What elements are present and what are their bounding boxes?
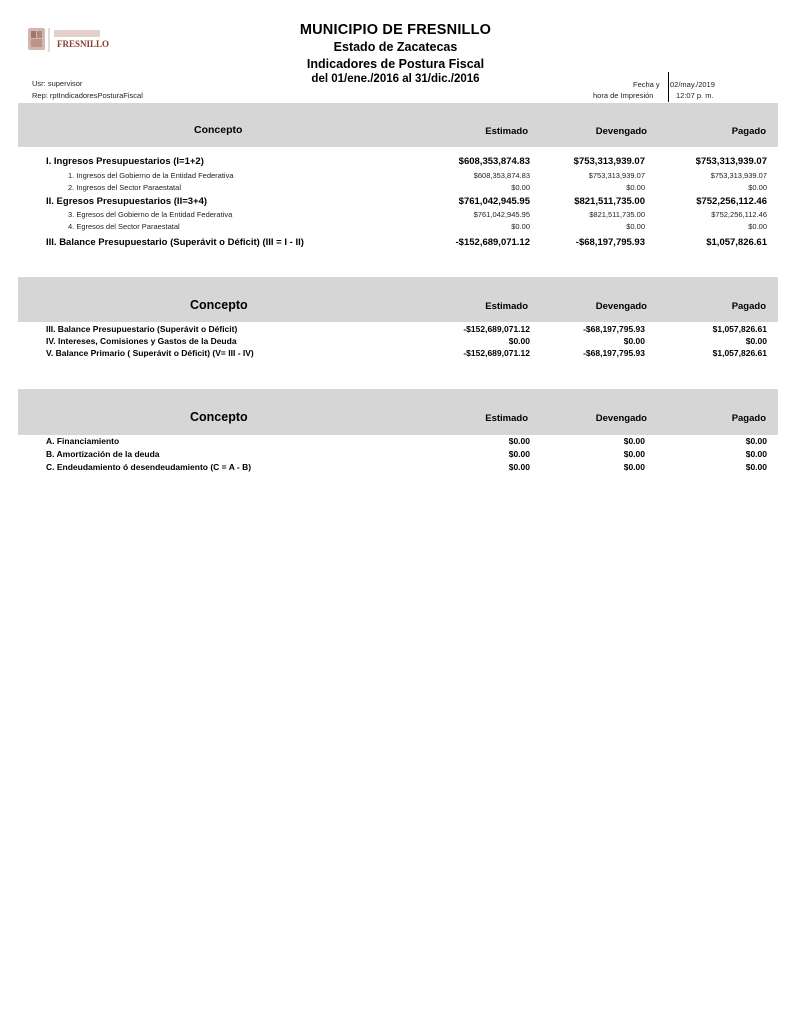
row-estimado: $608,353,874.83 xyxy=(458,156,530,167)
row-pagado: $0.00 xyxy=(745,336,767,346)
table-row xyxy=(0,336,791,348)
row-estimado: $0.00 xyxy=(508,336,530,346)
column-estimado: Estimado xyxy=(485,413,528,424)
row-pagado: $0.00 xyxy=(745,436,767,446)
time-label: hora de Impresión xyxy=(593,91,654,100)
table-row xyxy=(0,449,791,461)
table-row xyxy=(0,156,791,168)
row-estimado: $0.00 xyxy=(511,222,530,231)
meta-separator xyxy=(668,72,669,102)
report-title: MUNICIPIO DE FRESNILLO xyxy=(299,22,492,38)
report-period: del 01/ene./2016 al 31/dic./2016 xyxy=(311,73,480,85)
row-label: III. Balance Presupuestario (Superávit o Déficit) (III = I - II) xyxy=(46,237,304,248)
column-concepto: Concepto xyxy=(190,298,248,312)
row-label: B. Amortización de la deuda xyxy=(46,449,160,459)
row-estimado: $0.00 xyxy=(511,183,530,192)
column-pagado: Pagado xyxy=(731,413,766,424)
table-row xyxy=(0,237,791,249)
row-estimado: -$152,689,071.12 xyxy=(455,237,530,248)
row-estimado: $0.00 xyxy=(508,449,530,459)
row-pagado: $752,256,112.46 xyxy=(711,210,767,219)
row-pagado: $752,256,112.46 xyxy=(696,196,767,207)
row-label: I. Ingresos Presupuestarios (I=1+2) xyxy=(46,156,204,167)
row-pagado: $0.00 xyxy=(748,183,767,192)
row-pagado: $0.00 xyxy=(748,222,767,231)
column-estimado: Estimado xyxy=(485,301,528,312)
row-pagado: $0.00 xyxy=(745,462,767,472)
row-devengado: $753,313,939.07 xyxy=(573,156,645,167)
user-label: Usr: supervisor xyxy=(32,79,83,88)
time-value: 12:07 p. m. xyxy=(676,91,714,100)
row-label: IV. Intereses, Comisiones y Gastos de la Deuda xyxy=(46,336,237,346)
row-label: III. Balance Presupuestario (Superávit o Déficit) xyxy=(46,324,238,334)
row-devengado: $0.00 xyxy=(623,462,645,472)
row-estimado: -$152,689,071.12 xyxy=(463,348,530,358)
column-concepto: Concepto xyxy=(194,124,243,136)
column-estimado: Estimado xyxy=(485,126,528,137)
row-pagado: $1,057,826.61 xyxy=(712,324,767,334)
row-label: 4. Egresos del Sector Paraestatal xyxy=(68,222,180,231)
report-name: Indicadores de Postura Fiscal xyxy=(306,57,485,71)
row-pagado: $753,313,939.07 xyxy=(710,171,767,180)
row-devengado: $821,511,735.00 xyxy=(589,210,645,219)
row-label: II. Egresos Presupuestarios (II=3+4) xyxy=(46,196,208,207)
row-devengado: $0.00 xyxy=(623,336,645,346)
section3-header xyxy=(18,389,778,435)
row-pagado: $753,313,939.07 xyxy=(695,156,767,167)
row-pagado: $1,057,826.61 xyxy=(712,348,767,358)
row-estimado: $761,042,945.95 xyxy=(458,196,530,207)
row-devengado: -$68,197,795.93 xyxy=(575,237,645,248)
row-label: 1. Ingresos del Gobierno de la Entidad Federativa xyxy=(68,171,234,180)
row-devengado: -$68,197,795.93 xyxy=(583,324,645,334)
row-estimado: $608,353,874.83 xyxy=(473,171,530,180)
table-row xyxy=(0,196,791,208)
row-pagado: $1,057,826.61 xyxy=(706,237,767,248)
row-label: V. Balance Primario ( Superávit o Déficit) (V= III - IV) xyxy=(46,348,254,358)
report-id-label: Rep: rptIndicadoresPosturaFiscal xyxy=(32,91,143,100)
table-row xyxy=(0,171,791,183)
column-devengado: Devengado xyxy=(595,413,647,424)
table-row xyxy=(0,183,791,195)
row-devengado: $0.00 xyxy=(626,183,645,192)
date-label: Fecha y xyxy=(633,80,660,89)
row-estimado: $761,042,945.95 xyxy=(473,210,530,219)
row-devengado: $753,313,939.07 xyxy=(588,171,645,180)
section1-header xyxy=(18,103,778,147)
row-pagado: $0.00 xyxy=(745,449,767,459)
column-devengado: Devengado xyxy=(595,301,647,312)
row-devengado: $0.00 xyxy=(623,436,645,446)
row-label: 2. Ingresos del Sector Paraestatal xyxy=(68,183,181,192)
row-label: A. Financiamiento xyxy=(46,436,120,446)
table-row xyxy=(0,436,791,448)
table-row xyxy=(0,210,791,222)
table-row xyxy=(0,222,791,234)
table-row xyxy=(0,462,791,474)
report-state: Estado de Zacatecas xyxy=(333,40,458,54)
row-label: C. Endeudamiento ó desendeudamiento (C = A - B) xyxy=(46,462,252,472)
column-devengado: Devengado xyxy=(595,126,647,137)
row-devengado: $821,511,735.00 xyxy=(574,196,645,207)
section2-header xyxy=(18,277,778,322)
row-devengado: $0.00 xyxy=(626,222,645,231)
table-row xyxy=(0,324,791,336)
row-devengado: $0.00 xyxy=(623,449,645,459)
table-row xyxy=(0,348,791,360)
row-estimado: -$152,689,071.12 xyxy=(463,324,530,334)
date-value: 02/may./2019 xyxy=(670,80,715,89)
logo-text: FRESNILLO xyxy=(57,39,110,49)
row-devengado: -$68,197,795.93 xyxy=(583,348,645,358)
row-estimado: $0.00 xyxy=(508,462,530,472)
row-estimado: $0.00 xyxy=(508,436,530,446)
column-pagado: Pagado xyxy=(731,301,766,312)
column-concepto: Concepto xyxy=(190,410,248,424)
row-label: 3. Egresos del Gobierno de la Entidad Federativa xyxy=(68,210,233,219)
column-pagado: Pagado xyxy=(731,126,766,137)
